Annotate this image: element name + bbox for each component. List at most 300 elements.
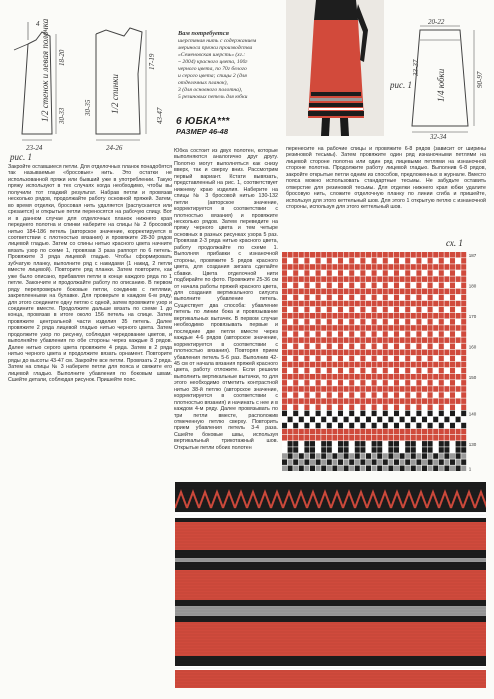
chart-cell (428, 466, 433, 472)
chart-cell (332, 325, 337, 331)
chart-cell (344, 301, 349, 307)
chart-cell (360, 417, 365, 423)
chart-cell (388, 423, 393, 429)
chart-cell (433, 356, 438, 362)
chart-cell (344, 276, 349, 282)
chart-cell (422, 441, 427, 447)
chart-cell (332, 301, 337, 307)
chart-cell (338, 441, 343, 447)
chart-cell (349, 283, 354, 289)
chart-cell (394, 319, 399, 325)
chart-cell (394, 459, 399, 465)
chart-cell (355, 356, 360, 362)
chart-cell (416, 313, 421, 319)
chart-cell (400, 307, 405, 313)
chart-cell (366, 429, 371, 435)
chart-cell (439, 283, 444, 289)
chart-cell (293, 380, 298, 386)
chart-cell (372, 301, 377, 307)
chart-cell (310, 313, 315, 319)
chart-cell (321, 423, 326, 429)
chart-cell (282, 331, 287, 337)
chart-cell (299, 331, 304, 337)
chart-cell (288, 417, 293, 423)
chart-cell (439, 466, 444, 472)
chart-cell (355, 453, 360, 459)
chart-cell (360, 441, 365, 447)
chart-cell (332, 405, 337, 411)
materials-heading: Вам потребуется (178, 30, 229, 37)
chart-cell (321, 447, 326, 453)
chart-cell (456, 362, 461, 368)
chart-cell (293, 301, 298, 307)
chart-cell (349, 258, 354, 264)
chart-cell (388, 252, 393, 258)
chart-cell (422, 411, 427, 417)
chart-cell (416, 350, 421, 356)
chart-cell (394, 374, 399, 380)
chart-cell (433, 417, 438, 423)
chart-cell (428, 459, 433, 465)
chart-cell (321, 264, 326, 270)
chart-cell (416, 331, 421, 337)
chart-cell (388, 411, 393, 417)
chart-cell (428, 319, 433, 325)
chart-cell (383, 307, 388, 313)
chart-cell (400, 319, 405, 325)
chart-cell (316, 337, 321, 343)
chart-cell (461, 307, 466, 313)
chart-cell (456, 264, 461, 270)
chart-cell (310, 295, 315, 301)
chart-cell (428, 374, 433, 380)
chart-cell (338, 350, 343, 356)
chart-cell (349, 289, 354, 295)
chart-cell (439, 368, 444, 374)
chart-cell (360, 392, 365, 398)
chart-cell (450, 356, 455, 362)
chart-cell (366, 270, 371, 276)
chart-cell (439, 295, 444, 301)
chart-cell (461, 398, 466, 404)
materials-block (178, 30, 278, 101)
chart-cell (316, 405, 321, 411)
chart-cell (366, 386, 371, 392)
chart-cell (439, 441, 444, 447)
chart-cell (316, 453, 321, 459)
chart-cell (299, 405, 304, 411)
chart-cell (338, 307, 343, 313)
instructions-column-middle: Юбка состоит из двух полотен, которые выполняются аналогично друг другу. Полотно могут выполняться как снизу вверх, так и сверху вниз. Рассмотрим первый вариант. Кстати вывязать, представленный на рис. 1, соответствует нижнему краю изделия. Наберите на спицы № 3 бросовой нитью 130-132 петли (авторское значение, корректируется в соответствии с плотностью вязания) и провяжите несколько рядов. Затем переведите на пряжу черного цвета и тем четыре основных в разных рисунках узора 5 раз. Провязав 2-3 ряда нитью красного цвета, работу продолжайте по схеме 1. Выполняя прибавки с изнаночной стороны, провяжите 5 рядов красного цвета, для создания зигзага сделайте сбавки. Цвета отделочной нити подбирайте по фото. Провяжите 25-36 см от начала работы пряжей красного цвета, для создания вертикального силуэта выполните убавление петель. Существует два способа: убавление петель по линии бока и провязывание вертикальных вытачек. В первом случае необходимо провязывать первые и последние две петли вместе через каждые 4-6 рядов (авторское значение, корректируется в соответствии с плотностью вязания). Повторяя прием убавления петель 5-6 раз. Выполнив 42-45 см от начала вязания пряжей красного цвета, работу отложите. Если решили выполнить вертикальные вытачки, то для этого необходимо отметить контрастной нитью 38-й петлю (авторское значение, корректируется в соответствии с плотностью вязания) и начинать с нее и в каждом 4-м ряду. Далее провязывать по три петли вместе, расположив отмеченную петлю сверху. Повторить прием убавления петель 3-4 раза. Сшейте боковые швы, используя вертикальный трикотажный шов. Открытые петли обоих полотен (174, 148, 278, 451)
chart-cell (349, 447, 354, 453)
chart-cell (299, 283, 304, 289)
chart-cell (332, 307, 337, 313)
chart-cell (422, 417, 427, 423)
chart-cell (439, 301, 444, 307)
chart-cell (310, 380, 315, 386)
chart-cell (299, 398, 304, 404)
chart-cell (293, 295, 298, 301)
materials-line: ~ 2004) красного цвета, 100г (178, 59, 248, 65)
chart-cell (355, 447, 360, 453)
chart-cell (439, 417, 444, 423)
chart-cell (372, 459, 377, 465)
chart-cell (293, 276, 298, 282)
chart-cell (288, 319, 293, 325)
chart-cell (355, 374, 360, 380)
chart-cell (400, 356, 405, 362)
chart-cell (366, 283, 371, 289)
chart-cell (383, 356, 388, 362)
chart-cell (433, 252, 438, 258)
chart-cell (444, 368, 449, 374)
chart-cell (344, 295, 349, 301)
chart-cell (282, 252, 287, 258)
chart-cell (439, 380, 444, 386)
skirt-illustration (286, 0, 384, 136)
chart-cell (344, 313, 349, 319)
chart-cell (428, 368, 433, 374)
chart-cell (400, 392, 405, 398)
chart-cell (461, 295, 466, 301)
chart-cell (394, 447, 399, 453)
chart-cell (316, 252, 321, 258)
chart-cell (444, 276, 449, 282)
chart-cell (450, 411, 455, 417)
chart-cell (411, 429, 416, 435)
chart-cell (316, 276, 321, 282)
chart-cell (456, 270, 461, 276)
chart-cell (377, 307, 382, 313)
chart-cell (405, 398, 410, 404)
chart-cell (444, 270, 449, 276)
chart-cell (332, 435, 337, 441)
chart-cell (360, 362, 365, 368)
chart-cell (310, 337, 315, 343)
chart-cell (321, 283, 326, 289)
chart-cell (433, 270, 438, 276)
chart-cell (338, 313, 343, 319)
chart-cell (388, 307, 393, 313)
chart-cell (444, 441, 449, 447)
chart-cell (338, 423, 343, 429)
chart-cell (366, 368, 371, 374)
chart-cell (422, 295, 427, 301)
chart-cell (405, 331, 410, 337)
chart-cell (405, 289, 410, 295)
chart-cell (293, 411, 298, 417)
chart-cell (299, 380, 304, 386)
chart-cell (377, 258, 382, 264)
chart-cell (461, 344, 466, 350)
chart-cell (299, 417, 304, 423)
chart-cell (327, 405, 332, 411)
chart-cell (332, 276, 337, 282)
chart-cell (444, 258, 449, 264)
chart-cell (282, 276, 287, 282)
chart-cell (439, 362, 444, 368)
chart-cell (388, 301, 393, 307)
chart-cell (310, 386, 315, 392)
chart-cell (377, 374, 382, 380)
chart-cell (366, 362, 371, 368)
chart-cell (304, 350, 309, 356)
chart-cell (321, 337, 326, 343)
chart-cell (360, 466, 365, 472)
chart-cell (304, 362, 309, 368)
chart-cell (304, 374, 309, 380)
chart-cell (433, 276, 438, 282)
chart-cell (433, 331, 438, 337)
chart-cell (377, 392, 382, 398)
chart-cell (288, 386, 293, 392)
chart-cell (355, 435, 360, 441)
chart-cell (299, 459, 304, 465)
chart-cell (293, 313, 298, 319)
chart-cell (366, 423, 371, 429)
chart-cell (394, 453, 399, 459)
chart-cell (372, 313, 377, 319)
chart-cell (293, 423, 298, 429)
chart-cell (349, 319, 354, 325)
chart-cell (456, 411, 461, 417)
chart-cell (293, 362, 298, 368)
chart-cell (316, 417, 321, 423)
chart-cell (372, 344, 377, 350)
chart-cell (456, 319, 461, 325)
chart-cell (388, 398, 393, 404)
chart-cell (405, 362, 410, 368)
chart-cell (388, 276, 393, 282)
chart-cell (461, 319, 466, 325)
chart-cell (405, 344, 410, 350)
chart-cell (344, 344, 349, 350)
chart-cell (310, 441, 315, 447)
chart-cell (400, 270, 405, 276)
chart-cell (444, 307, 449, 313)
chart-cell (338, 411, 343, 417)
chart-cell (310, 392, 315, 398)
chart-cell (282, 398, 287, 404)
chart-cell (383, 380, 388, 386)
chart-cell (372, 423, 377, 429)
chart-cell (349, 337, 354, 343)
chart-cell (433, 447, 438, 453)
chart-cell (360, 325, 365, 331)
chart-cell (433, 319, 438, 325)
chart-cell (444, 423, 449, 429)
skirt-schema-drawing (390, 18, 486, 140)
chart-cell (372, 362, 377, 368)
chart-cell (327, 289, 332, 295)
chart-cell (461, 441, 466, 447)
chart-cell (394, 368, 399, 374)
chart-cell (383, 411, 388, 417)
chart-cell (293, 258, 298, 264)
chart-cell (288, 356, 293, 362)
chart-cell (310, 423, 315, 429)
chart-cell (299, 258, 304, 264)
chart-cell (450, 429, 455, 435)
chart-cell (304, 392, 309, 398)
chart-cell (344, 380, 349, 386)
chart-cell (433, 362, 438, 368)
chart-cell (360, 368, 365, 374)
chart-cell (327, 350, 332, 356)
chart-cell (444, 380, 449, 386)
chart-cell (366, 289, 371, 295)
chart-cell (422, 386, 427, 392)
chart-cell (456, 276, 461, 282)
chart-cell (344, 447, 349, 453)
chart-cell (433, 435, 438, 441)
chart-cell (456, 301, 461, 307)
chart-cell (433, 301, 438, 307)
chart-cell (411, 356, 416, 362)
chart-cell (400, 466, 405, 472)
chart-cell (428, 362, 433, 368)
chart-cell (293, 459, 298, 465)
chart-cell (332, 270, 337, 276)
chart-cell (377, 411, 382, 417)
chart-cell (299, 350, 304, 356)
chart-cell (400, 362, 405, 368)
chart-cell (344, 386, 349, 392)
chart-cell (405, 270, 410, 276)
chart-cell (461, 313, 466, 319)
chart-cell (293, 466, 298, 472)
chart-cell (411, 283, 416, 289)
chart-cell (377, 368, 382, 374)
chart-cell (299, 313, 304, 319)
chart-cell (288, 313, 293, 319)
chart-cell (355, 368, 360, 374)
chart-cell (444, 398, 449, 404)
chart-cell (321, 459, 326, 465)
chart-cell (282, 386, 287, 392)
chart-cell (444, 264, 449, 270)
chart-cell (444, 417, 449, 423)
chart-cell (428, 276, 433, 282)
chart-cell (310, 350, 315, 356)
chart-cell (450, 380, 455, 386)
chart-cell (422, 398, 427, 404)
chart-cell (416, 319, 421, 325)
chart-cell (360, 276, 365, 282)
chart-cell (338, 368, 343, 374)
chart-cell (282, 264, 287, 270)
chart-cell (332, 447, 337, 453)
chart-cell (310, 331, 315, 337)
chart-cell (332, 295, 337, 301)
chart-cell (422, 344, 427, 350)
chart-cell (422, 447, 427, 453)
chart-cell (288, 374, 293, 380)
chart-cell (422, 264, 427, 270)
chart-cell (332, 380, 337, 386)
chart-cell (282, 344, 287, 350)
chart-cell (327, 325, 332, 331)
chart-cell (299, 319, 304, 325)
chart-cell (344, 466, 349, 472)
chart-cell (338, 283, 343, 289)
chart-cell (293, 417, 298, 423)
chart-cell (422, 435, 427, 441)
chart-cell (321, 374, 326, 380)
chart-cell (304, 411, 309, 417)
chart-cell (310, 405, 315, 411)
chart-cell (338, 453, 343, 459)
fabric-band (175, 656, 486, 666)
chart-cell (433, 344, 438, 350)
chart-cell (344, 362, 349, 368)
chart-cell (304, 344, 309, 350)
chart-cell (344, 368, 349, 374)
chart-cell (433, 283, 438, 289)
chart-cell (327, 466, 332, 472)
chart-cell (416, 258, 421, 264)
chart-cell (349, 252, 354, 258)
chart-cell (293, 368, 298, 374)
chart-cell (377, 350, 382, 356)
chart-cell (461, 429, 466, 435)
chart-cell (338, 337, 343, 343)
chart-cell (349, 423, 354, 429)
chart-cell (394, 252, 399, 258)
chart-cell (321, 362, 326, 368)
chart-cell (428, 283, 433, 289)
chart-cell (282, 362, 287, 368)
chart-cell (428, 398, 433, 404)
chart-cell (316, 466, 321, 472)
chart-cell (383, 447, 388, 453)
chart-cell (282, 466, 287, 472)
chart-cell (372, 386, 377, 392)
chart-cell (388, 429, 393, 435)
chart-cell (288, 435, 293, 441)
chart-cell (299, 466, 304, 472)
chart-cell (327, 295, 332, 301)
chart-cell (433, 295, 438, 301)
chart-cell (444, 313, 449, 319)
chart-cell (456, 447, 461, 453)
chart-cell (461, 301, 466, 307)
chart-cell (388, 295, 393, 301)
chart-cell (400, 276, 405, 282)
chart-cell (428, 289, 433, 295)
chart-cell (411, 398, 416, 404)
chart-cell (366, 325, 371, 331)
chart-cell (428, 337, 433, 343)
chart-cell (422, 252, 427, 258)
chart-cell (310, 264, 315, 270)
chart-cell (461, 447, 466, 453)
chart-cell (400, 435, 405, 441)
materials-line: «Семеновская шерсть» (хг.: (178, 52, 246, 58)
chart-cell (394, 405, 399, 411)
chart-cell (439, 350, 444, 356)
chart-cell (388, 386, 393, 392)
chart-cell (461, 374, 466, 380)
chart-cell (422, 405, 427, 411)
chart-cell (456, 441, 461, 447)
chart-cell (405, 435, 410, 441)
chart-cell (372, 405, 377, 411)
chart-cell (293, 264, 298, 270)
chart-cell (400, 252, 405, 258)
chart-cell (355, 417, 360, 423)
chart-cell (422, 270, 427, 276)
